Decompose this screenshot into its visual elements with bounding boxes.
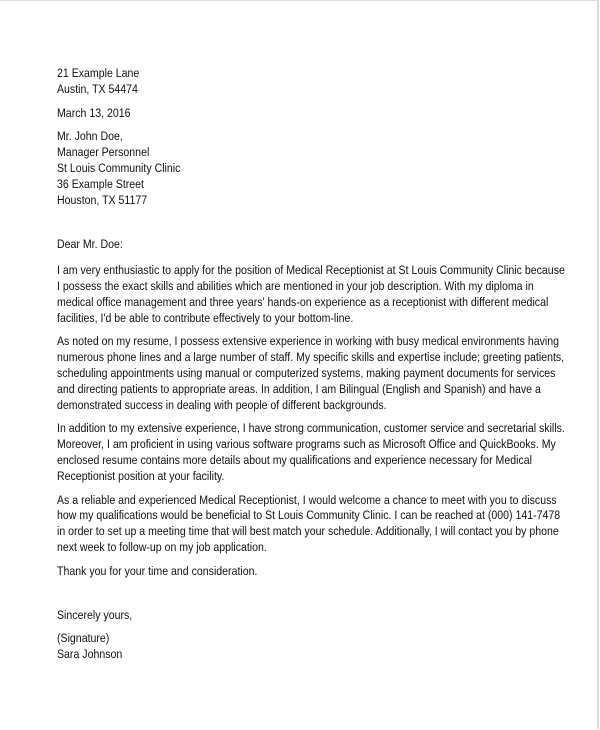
paragraph-line: I possess the exact skills and abilities which are mentioned in your job description. With my diploma in — [57, 278, 534, 293]
paragraph-line: medical office management and three years' hands-on experience as a receptionist with different medical — [57, 294, 549, 309]
paragraph-line: how my qualifications would be beneficial to St Louis Community Clinic. I can be reached at (000) 141-7478 — [57, 508, 561, 523]
letter-date: March 13, 2016 — [57, 105, 131, 120]
paragraph-line: next week to follow-up on my job application. — [57, 539, 267, 554]
paragraph — [57, 492, 561, 556]
recipient-address — [57, 129, 539, 208]
paragraph — [57, 564, 539, 580]
paragraph-line: enclosed resume contains more details about my qualifications and experience necessary for Medical — [57, 452, 532, 467]
paragraph-line: Thank you for your time and consideration. — [57, 563, 258, 578]
paragraph — [57, 421, 565, 484]
recipient-line: 36 Example Street — [57, 176, 145, 191]
paragraph-line: As a reliable and experienced Medical Receptionist, I would welcome a chance to meet with you to discuss — [57, 492, 557, 507]
address-line: Austin, TX 54474 — [57, 81, 138, 96]
sender-name: Sara Johnson — [57, 647, 123, 662]
paragraph-line: scheduling appointments using manual or computerized systems, making payment documents for services — [57, 365, 556, 380]
paragraph — [57, 263, 565, 326]
recipient-line: Mr. John Doe, — [57, 129, 123, 144]
address-line: 21 Example Lane — [57, 66, 140, 80]
paragraph-line: In addition to my extensive experience, I have strong communication, customer service and secretarial skills. — [57, 421, 565, 436]
letter-body — [57, 263, 565, 579]
closing: Sincerely yours, — [57, 607, 133, 622]
paragraph-line: facilities, I'd be able to contribute effectively to your bottom-line. — [57, 310, 354, 325]
signature: (Signature) — [57, 631, 110, 646]
paragraph-line: numerous phone lines and a large number of staff. My specific skills and expertise include; greeting patients, — [57, 350, 565, 365]
paragraph-line: Moreover, I am proficient in using various software programs such as Microsoft Office and QuickBooks. My — [57, 437, 556, 452]
paragraph-line: I am very enthusiastic to apply for the position of Medical Receptionist at St Louis Community Clinic because — [57, 263, 565, 278]
sender-address — [57, 66, 539, 98]
recipient-line: Manager Personnel — [57, 145, 150, 160]
paragraph — [57, 334, 565, 413]
recipient-line: Houston, TX 51177 — [57, 192, 148, 207]
paragraph-line: As noted on my resume, I possess extensive experience in working with busy medical environments having — [57, 334, 559, 349]
recipient-line: St Louis Community Clinic — [57, 160, 181, 175]
paragraph-line: and directing patients to appropriate areas. In addition, I am Bilingual (English and Spanish) and have a — [57, 381, 541, 396]
paragraph-line: demonstrated success in dealing with people of different backgrounds. — [57, 397, 387, 412]
salutation: Dear Mr. Doe: — [57, 237, 123, 252]
paragraph-line: in order to set up a meeting time that will best match your schedule. Additionally, I will contact you by phone — [57, 524, 559, 539]
cover-letter — [57, 66, 565, 663]
paragraph-line: Receptionist position at your facility. — [57, 468, 225, 483]
